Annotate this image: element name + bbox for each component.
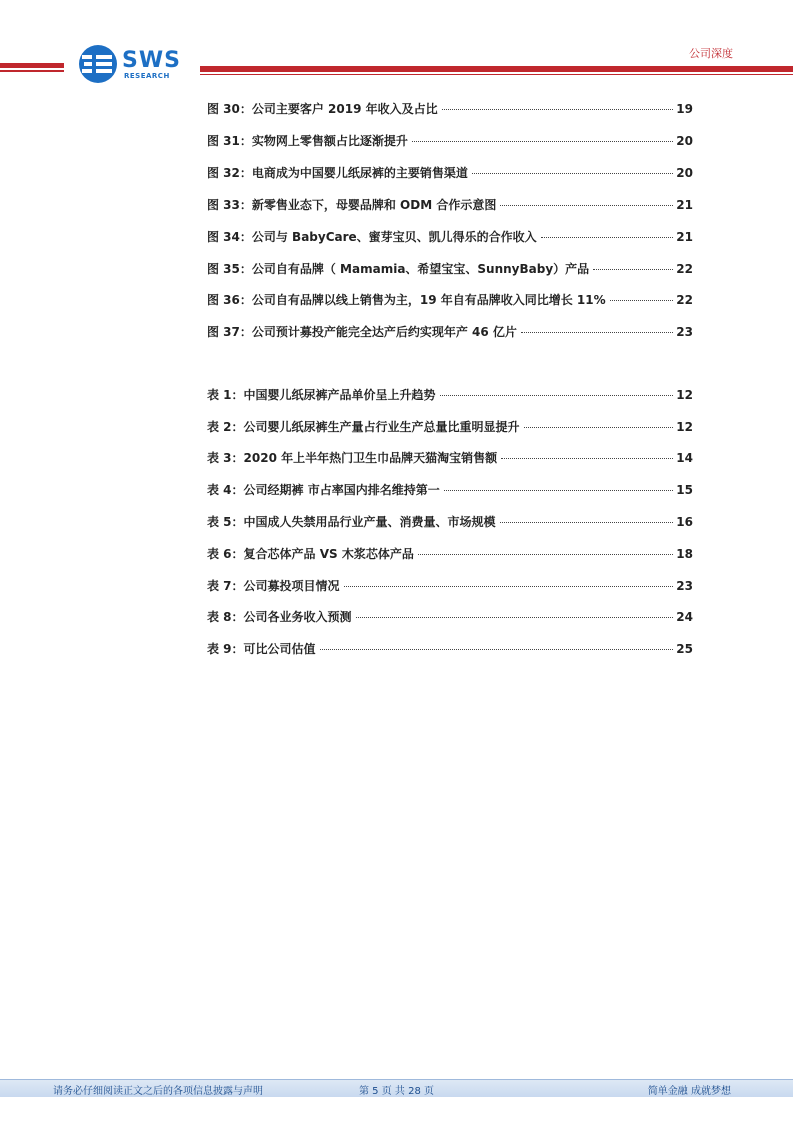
document-type-label: 公司深度 — [689, 47, 733, 60]
toc-entry[interactable] — [207, 100, 693, 120]
logo-subtext: RESEARCH — [124, 72, 170, 80]
toc-leader-dots — [500, 205, 673, 206]
toc-leader-dots — [442, 109, 674, 110]
toc-page: 20 — [676, 134, 693, 148]
footer-disclaimer: 请务必仔细阅读正文之后的各项信息披露与声明 — [53, 1086, 263, 1097]
toc-page: 23 — [676, 325, 693, 339]
toc-entry[interactable] — [207, 545, 693, 565]
toc-entry[interactable] — [207, 513, 693, 533]
toc-entry[interactable] — [207, 640, 693, 660]
toc-leader-dots — [472, 173, 673, 174]
header-rule-right-thin — [200, 74, 793, 75]
page-header — [0, 0, 793, 90]
toc-entry[interactable] — [207, 196, 693, 216]
toc-title: 表 5：中国成人失禁用品行业产量、消费量、市场规模 — [207, 515, 496, 529]
toc-leader-dots — [521, 332, 673, 333]
toc-page: 22 — [676, 293, 693, 307]
toc-entry[interactable] — [207, 164, 693, 184]
toc-page: 12 — [676, 420, 693, 434]
toc-entry[interactable] — [207, 260, 693, 280]
toc-leader-dots — [593, 269, 673, 270]
toc-title: 表 9：可比公司估值 — [207, 642, 316, 656]
toc-leader-dots — [524, 427, 674, 428]
toc-leader-dots — [356, 617, 674, 618]
header-rule-left-thin — [0, 70, 64, 72]
toc-leader-dots — [344, 586, 674, 587]
toc-page: 20 — [676, 166, 693, 180]
toc-page: 14 — [676, 451, 693, 465]
toc-leader-dots — [500, 522, 674, 523]
toc-title: 表 4：公司经期裤 市占率国内排名维持第一 — [207, 483, 440, 497]
toc-title: 图 32：电商成为中国婴儿纸尿裤的主要销售渠道 — [207, 166, 468, 180]
sws-logo — [78, 44, 188, 84]
toc-leader-dots — [440, 395, 674, 396]
toc-page: 23 — [676, 579, 693, 593]
toc-entry[interactable] — [207, 418, 693, 438]
toc-title: 表 1：中国婴儿纸尿裤产品单价呈上升趋势 — [207, 388, 436, 402]
toc-title: 图 34：公司与 BabyCare、蜜芽宝贝、凯儿得乐的合作收入 — [207, 230, 537, 244]
toc-title: 图 36：公司自有品牌以线上销售为主，19 年自有品牌收入同比增长 11% — [207, 293, 606, 307]
toc-page: 12 — [676, 388, 693, 402]
header-rule-right — [200, 66, 793, 72]
toc-leader-dots — [501, 458, 673, 459]
toc-page: 25 — [676, 642, 693, 656]
sws-logo-mark-icon — [78, 44, 118, 84]
footer-rule — [0, 1079, 793, 1080]
toc-leader-dots — [444, 490, 674, 491]
toc-leader-dots — [541, 237, 674, 238]
toc-page: 21 — [676, 230, 693, 244]
footer-slogan: 简单金融 成就梦想 — [647, 1086, 731, 1097]
header-rule-left — [0, 63, 64, 68]
toc-entry[interactable] — [207, 132, 693, 152]
page-footer — [0, 1079, 793, 1099]
toc-page: 21 — [676, 198, 693, 212]
toc-page: 18 — [676, 547, 693, 561]
toc-entry[interactable] — [207, 608, 693, 628]
toc-page: 22 — [676, 262, 693, 276]
toc-entry[interactable] — [207, 228, 693, 248]
toc-entry[interactable] — [207, 577, 693, 597]
toc-leader-dots — [320, 649, 674, 650]
toc-leader-dots — [412, 141, 673, 142]
toc-title: 图 30：公司主要客户 2019 年收入及占比 — [207, 102, 438, 116]
toc-title: 图 35：公司自有品牌（ Mamamia、希望宝宝、SunnyBaby）产品 — [207, 262, 590, 276]
toc-title: 表 7：公司募投项目情况 — [207, 579, 340, 593]
toc-title: 图 31：实物网上零售额占比逐渐提升 — [207, 134, 408, 148]
toc-page: 15 — [676, 483, 693, 497]
toc-entry[interactable] — [207, 323, 693, 343]
logo-text: SWS — [122, 48, 181, 73]
footer-page-number: 第 5 页 共 28 页 — [359, 1086, 434, 1097]
toc-leader-dots — [418, 554, 673, 555]
toc-title: 图 37：公司预计募投产能完全达产后约实现年产 46 亿片 — [207, 325, 517, 339]
toc-title: 表 2：公司婴儿纸尿裤生产量占行业生产总量比重明显提升 — [207, 420, 520, 434]
toc-entry[interactable] — [207, 386, 693, 406]
toc-page: 16 — [676, 515, 693, 529]
toc-entry[interactable] — [207, 291, 693, 311]
toc-page: 24 — [676, 610, 693, 624]
toc-title: 表 8：公司各业务收入预测 — [207, 610, 352, 624]
toc-title: 图 33：新零售业态下，母婴品牌和 ODM 合作示意图 — [207, 198, 497, 212]
toc-page: 19 — [676, 102, 693, 116]
toc-entry[interactable] — [207, 481, 693, 501]
toc-entry[interactable] — [207, 449, 693, 469]
toc-leader-dots — [610, 300, 674, 301]
toc-title: 表 3：2020 年上半年热门卫生巾品牌天猫淘宝销售额 — [207, 451, 498, 465]
toc-title: 表 6：复合芯体产品 VS 木浆芯体产品 — [207, 547, 414, 561]
